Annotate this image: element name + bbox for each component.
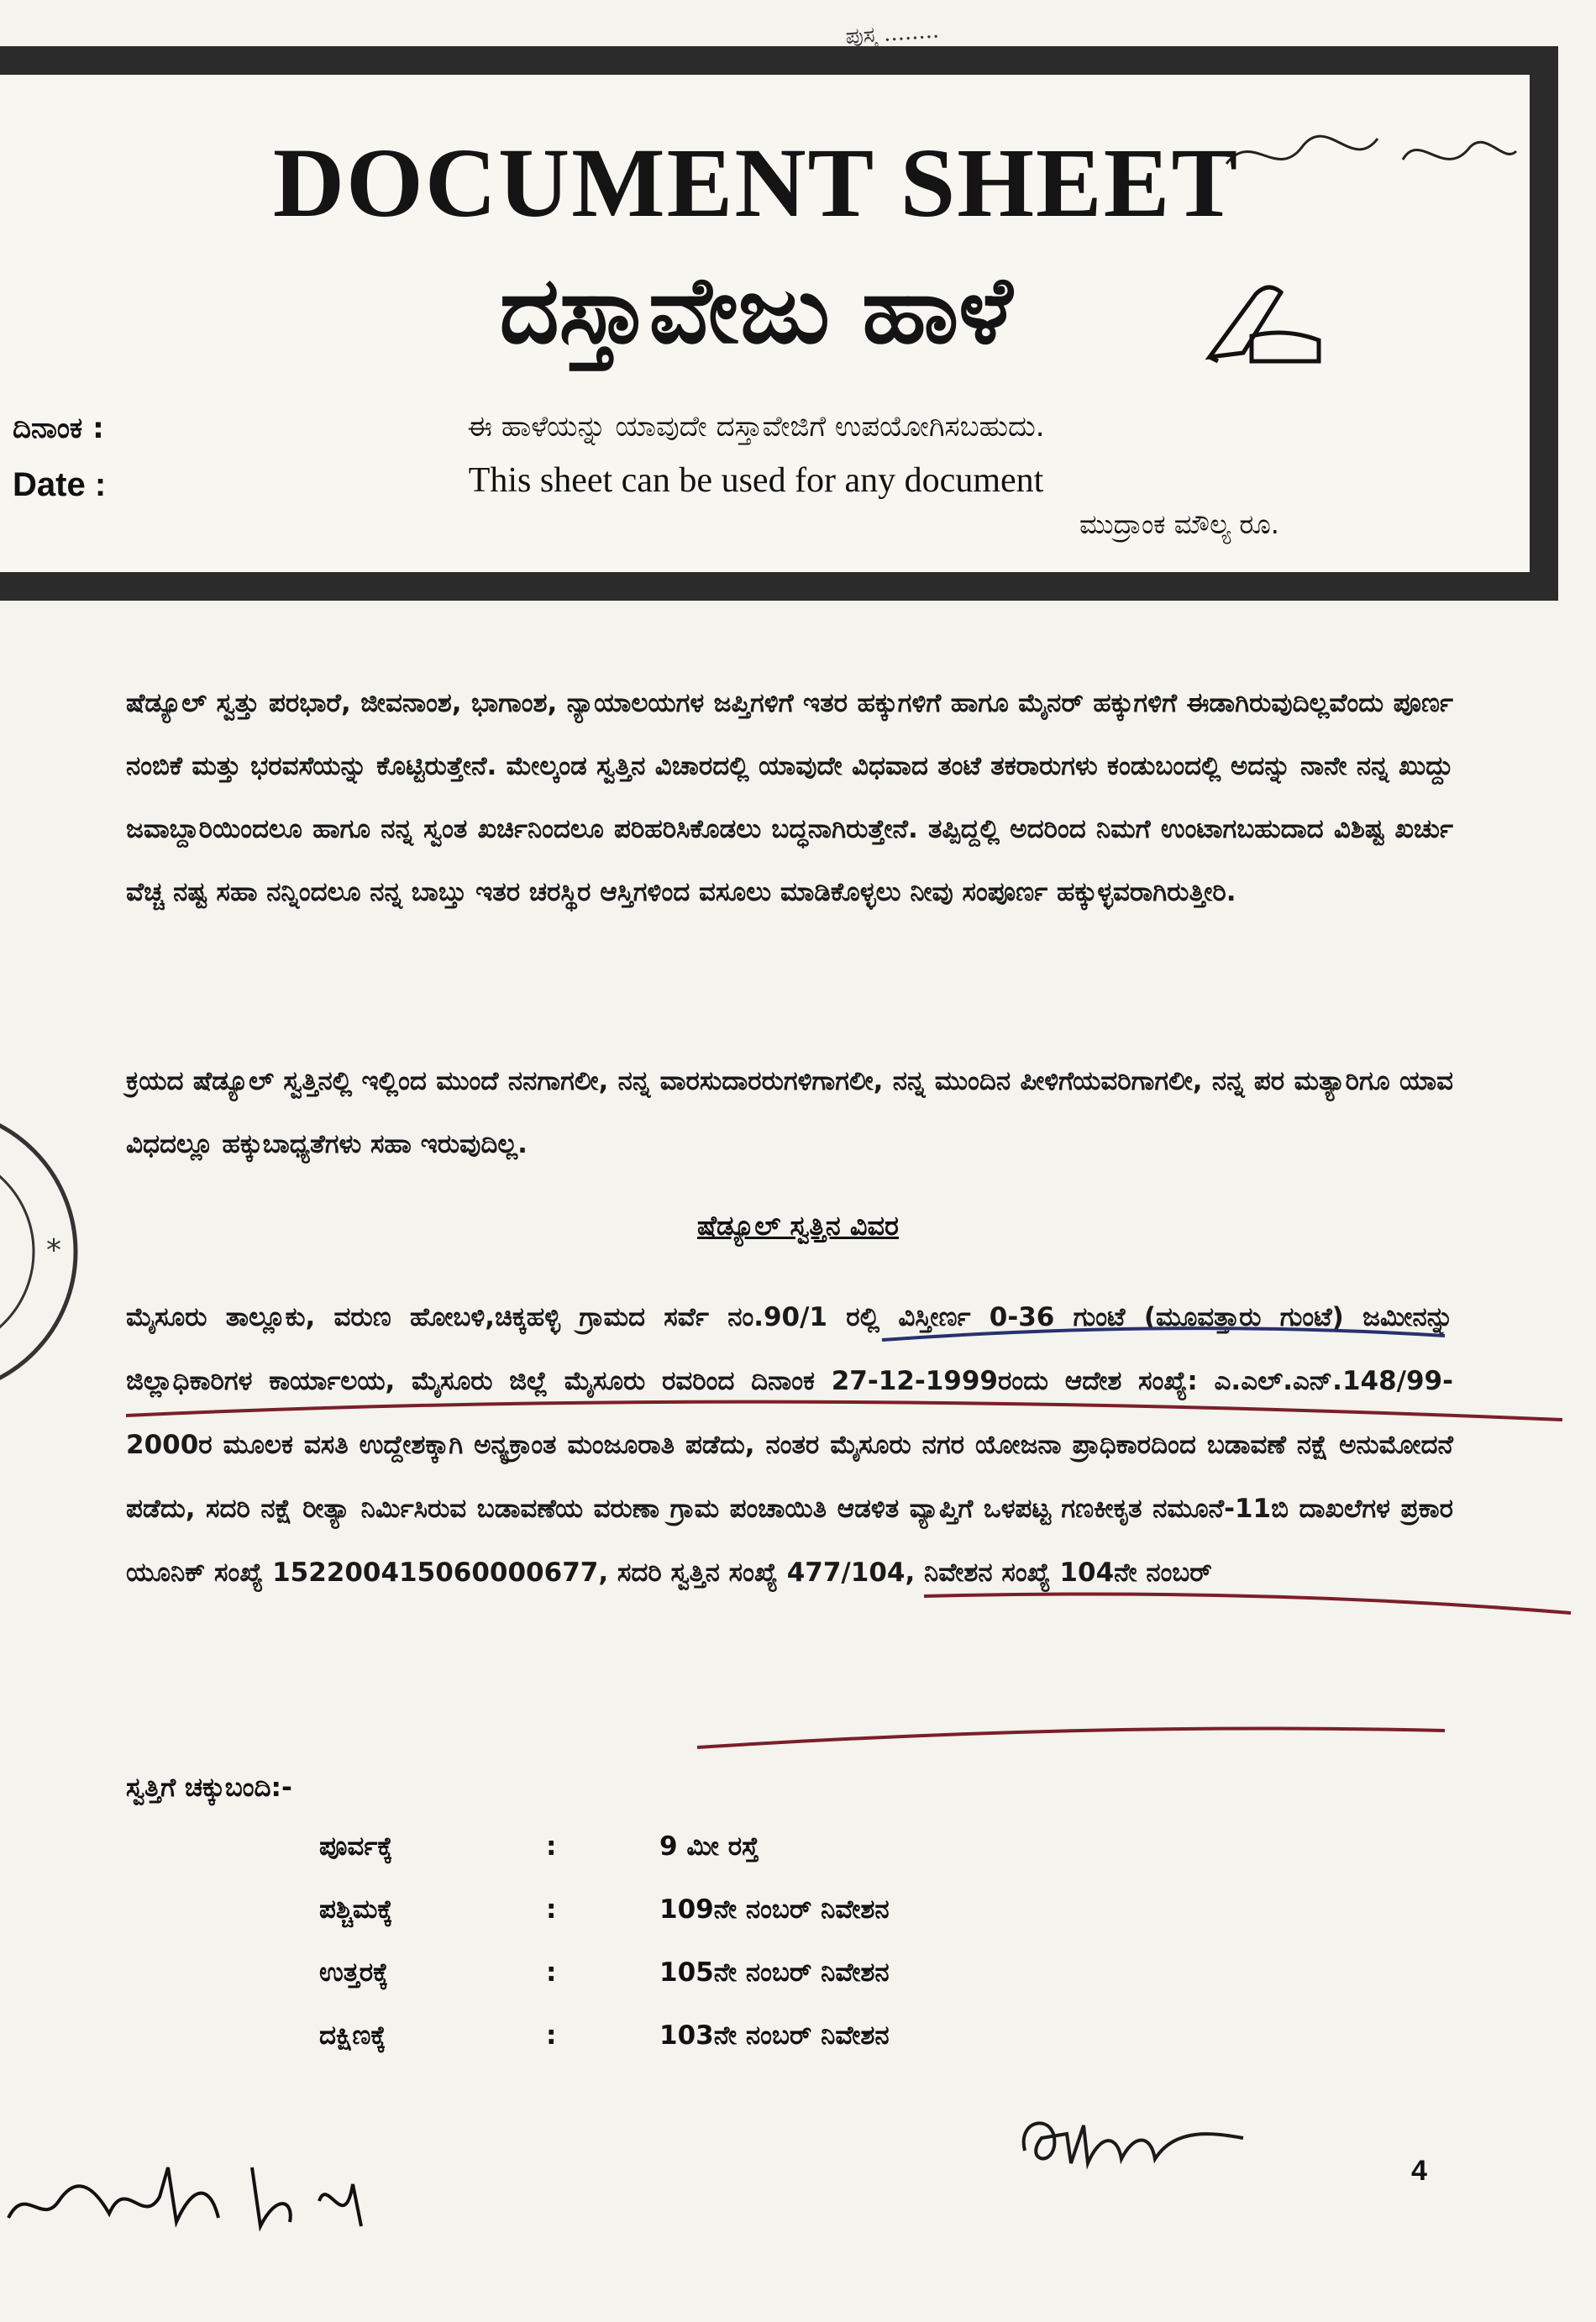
boundary-colon: : bbox=[546, 1957, 557, 1988]
declaration-paragraph: ಷೆಡ್ಯೂಲ್ ಸ್ವತ್ತು ಪರಭಾರೆ, ಜೀವನಾಂಶ, ಭಾಗಾಂಶ, ನ್ಯಾಯಾಲಯಗಳ ಜಪ್ತಿಗಳಿಗೆ ಇತರ ಹಕ್ಕುಗಳಿಗೆ ಹಾಗೂ ಮೈನರ್ ಹಕ್ಕುಗಳಿಗೆ ಈಡಾಗಿರುವುದಿಲ್ಲವೆಂದು ಪೂರ್ಣ ನಂಬಿಕೆ ಮತ್ತು ಭರವಸೆಯನ್ನು ಕೊಟ್ಟಿರುತ್ತೇನೆ. ಮೇಲ್ಕಂಡ ಸ್ವತ್ತಿನ ವಿಚಾರದಲ್ಲಿ ಯಾವುದೇ ವಿಧವಾದ ತಂಟೆ ತಕರಾರುಗಳು ಕಂಡುಬಂದಲ್ಲಿ ಅದನ್ನು ನಾನೇ ನನ್ನ ಖುದ್ದು ಜವಾಬ್ದಾರಿಯಿಂದಲೂ ಹಾಗೂ ನನ್ನ ಸ್ವಂತ ಖರ್ಚಿನಿಂದಲೂ ಪರಿಹರಿಸಿಕೊಡಲು ಬದ್ಧನಾಗಿರುತ್ತೇನೆ. ತಪ್ಪಿದ್ದಲ್ಲಿ ಅದರಿಂದ ನಿಮಗೆ ಉಂಟಾಗಬಹುದಾದ ವಿಶಿಷ್ಟ ಖರ್ಚು ವೆಚ್ಚ ನಷ್ಟ ಸಹಾ ನನ್ನಿಂದಲೂ ನನ್ನ ಬಾಬ್ತು ಇತರ ಚರಸ್ಥಿರ ಆಸ್ತಿಗಳಿಂದ ವಸೂಲು ಮಾಡಿಕೊಳ್ಳಲು ನೀವು ಸಂಪೂರ್ಣ ಹಕ್ಕುಳ್ಳವರಾಗಿರುತ್ತೀರಿ. bbox=[126, 688, 1453, 907]
date-label-kannada: ದಿನಾಂಕ : bbox=[13, 412, 104, 445]
boundary-value: 109ನೇ ನಂಬರ್ ನಿವೇಶನ bbox=[659, 1894, 890, 1925]
quill-pen-icon bbox=[1193, 277, 1327, 370]
boundary-direction: ದಕ್ಷಿಣಕ್ಕೆ bbox=[319, 2020, 386, 2051]
stamp-value-label: ಮುದ್ರಾಂಕ ಮೌಲ್ಯ ರೂ. bbox=[1079, 508, 1279, 540]
boundary-row-north bbox=[319, 1957, 890, 1988]
sheet-usage-note: This sheet can be used for any document bbox=[468, 461, 1044, 500]
stamp-note-text: ಪುಸ್ತ ........ bbox=[844, 18, 940, 50]
schedule-description: ಮೈಸೂರು ತಾಲ್ಲೂಕು, ವರುಣ ಹೋಬಳಿ,ಚಿಕ್ಕಹಳ್ಳಿ ಗ್ರಾಮದ ಸರ್ವೆ ನಂ.90/1 ರಲ್ಲಿ ವಿಸ್ತೀರ್ಣ 0-36 ಗುಂಟೆ (ಮೂವತ್ತಾರು ಗುಂಟೆ) ಜಮೀನನ್ನು ಜಿಲ್ಲಾಧಿಕಾರಿಗಳ ಕಾರ್ಯಾಲಯ, ಮೈಸೂರು ಜಿಲ್ಲೆ ಮೈಸೂರು ರವರಿಂದ ದಿನಾಂಕ 27-12-1999ರಂದು ಆದೇಶ ಸಂಖ್ಯೆ: ಎ.ಎಲ್.ಎನ್.148/99-2000ರ ಮೂಲಕ ವಸತಿ ಉದ್ದೇಶಕ್ಕಾಗಿ ಅನ್ಯಕ್ರಾಂತ ಮಂಜೂರಾತಿ ಪಡೆದು, ನಂತರ ಮೈಸೂರು ನಗರ ಯೋಜನಾ ಪ್ರಾಧಿಕಾರದಿಂದ ಬಡಾವಣೆ ನಕ್ಷೆ ಅನುಮೋದನೆ ಪಡೆದು, ಸದರಿ ನಕ್ಷೆ ರೀತ್ಯಾ ನಿರ್ಮಿಸಿರುವ ಬಡಾವಣೆಯ ವರುಣಾ ಗ್ರಾಮ ಪಂಚಾಯಿತಿ ಆಡಳಿತ ವ್ಯಾಪ್ತಿಗೆ ಒಳಪಟ್ಟ ಗಣಕೀಕೃತ ನಮೂನೆ-11ಬಿ ದಾಖಲೆಗಳ ಪ್ರಕಾರ ಯೂನಿಕ್ ಸಂಖ್ಯೆ 152200415060000677, ಸದರಿ ಸ್ವತ್ತಿನ ಸಂಖ್ಯೆ 477/104, ನಿವೇಶನ ಸಂಖ್ಯೆ 104ನೇ ನಂಬರ್ bbox=[126, 1302, 1453, 1588]
boundary-colon: : bbox=[546, 2020, 557, 2051]
schedule-title: ಷೆಡ್ಯೂಲ್ ಸ್ವತ್ತಿನ ವಿವರ bbox=[697, 1210, 899, 1242]
signature-bottom-center bbox=[1008, 2100, 1260, 2176]
boundary-direction: ಉತ್ತರಕ್ಕೆ bbox=[319, 1957, 389, 1988]
signature-bottom-left bbox=[0, 2151, 386, 2243]
date-label: Date : bbox=[13, 466, 107, 503]
boundary-colon: : bbox=[546, 1894, 557, 1925]
document-title: DOCUMENT SHEET bbox=[272, 128, 1240, 238]
boundary-row-south bbox=[319, 2020, 890, 2051]
boundary-value: 105ನೇ ನಂಬರ್ ನಿವೇಶನ bbox=[659, 1957, 890, 1988]
boundaries-heading: ಸ್ವತ್ತಿಗೆ ಚಕ್ಕುಬಂದಿ:- bbox=[126, 1773, 292, 1803]
sheet-usage-note-kannada: ಈ ಹಾಳೆಯನ್ನು ಯಾವುದೇ ದಸ್ತಾವೇಜಿಗೆ ಉಪಯೋಗಿಸಬಹುದು. bbox=[467, 410, 1045, 444]
boundary-row-west bbox=[319, 1894, 890, 1925]
document-title-kannada: ದಸ್ತಾವೇಜು ಹಾಳೆ bbox=[499, 256, 1013, 364]
boundary-value: 103ನೇ ನಂಬರ್ ನಿವೇಶನ bbox=[659, 2020, 890, 2051]
boundary-row-east bbox=[319, 1831, 759, 1862]
boundary-direction: ಪೂರ್ವಕ್ಕೆ bbox=[319, 1831, 393, 1862]
no-claims-paragraph: ಕ್ರಯದ ಷೆಡ್ಯೂಲ್ ಸ್ವತ್ತಿನಲ್ಲಿ ಇಲ್ಲಿಂದ ಮುಂದೆ ನನಗಾಗಲೀ, ನನ್ನ ವಾರಸುದಾರರುಗಳಿಗಾಗಲೀ, ನನ್ನ ಮುಂದಿನ ಪೀಳಿಗೆಯವರಿಗಾಗಲೀ, ನನ್ನ ಪರ ಮತ್ಯಾರಿಗೂ ಯಾವ ವಿಧದಲ್ಲೂ ಹಕ್ಕುಬಾಧ್ಯತೆಗಳು ಸಹಾ ಇರುವುದಿಲ್ಲ. bbox=[126, 1066, 1453, 1159]
page-number: 4 bbox=[1411, 2155, 1427, 2187]
district-seal-stamp bbox=[0, 1075, 84, 1428]
boundary-direction: ಪಶ್ಚಿಮಕ್ಕೆ bbox=[319, 1894, 393, 1925]
boundary-colon: : bbox=[546, 1831, 557, 1862]
svg-text:*: * bbox=[46, 1233, 61, 1268]
boundary-value: 9 ಮೀ ರಸ್ತೆ bbox=[659, 1831, 759, 1862]
